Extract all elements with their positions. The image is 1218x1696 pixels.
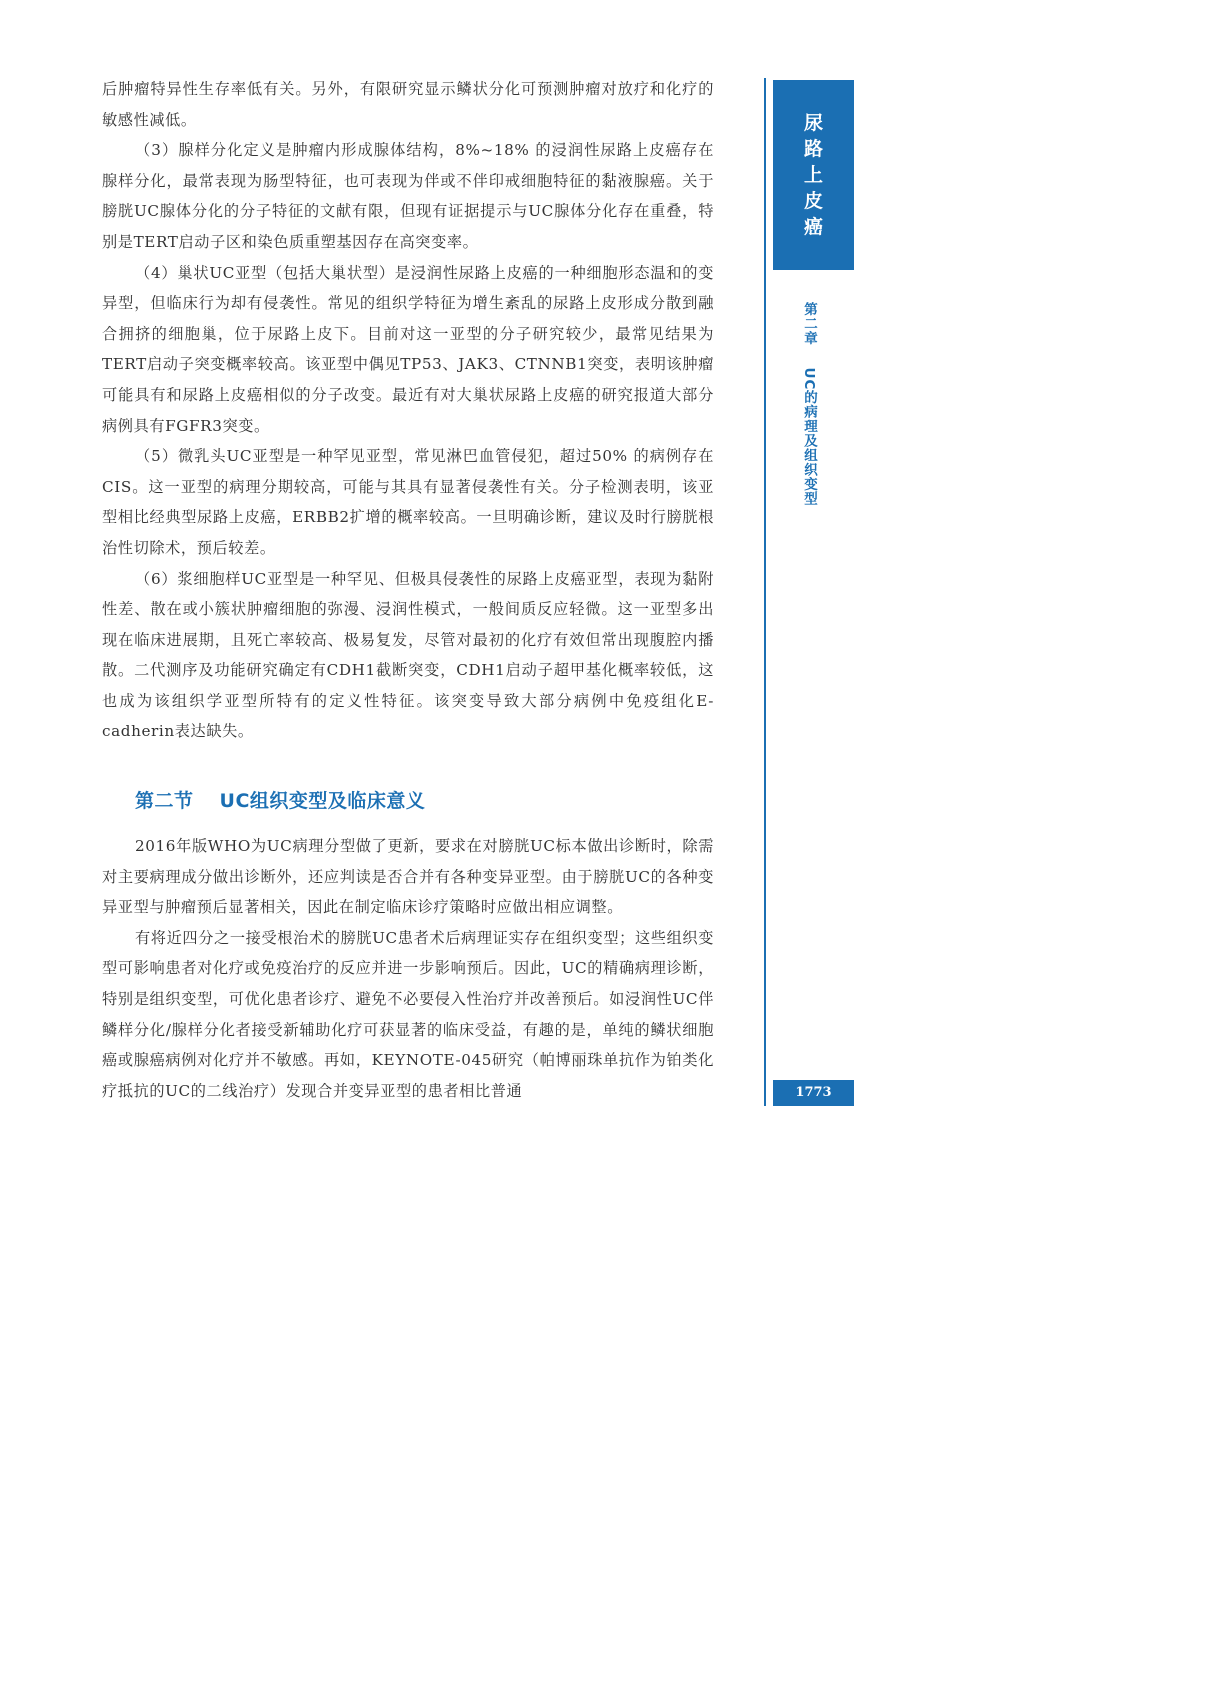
book-title-char: 上 [803, 164, 823, 186]
chapter-label: 第二章 [801, 302, 817, 346]
book-title-char: 路 [803, 138, 823, 160]
paragraph: 2016年版WHO为UC病理分型做了更新，要求在对膀胱UC标本做出诊断时，除需对主要病理成分做出诊断外，还应判读是否合并有各种变异亚型。由于膀胱UC的各种变异亚型与肿瘤预后显著相关，因此在制定临床诊疗策略时应做出相应调整。 [102, 837, 714, 917]
book-title-box [773, 80, 854, 270]
page-number: 1773 [773, 1080, 854, 1106]
paragraph: （5）微乳头UC亚型是一种罕见亚型，常见淋巴血管侵犯，超过50% 的病例存在CIS。这一亚型的病理分期较高，可能与其具有显著侵袭性有关。分子检测表明，该亚型相比经典型尿路上皮癌，ERBB2扩增的概率较高。一旦明确诊断，建议及时行膀胱根治性切除术，预后较差。 [102, 447, 714, 557]
book-title-char: 癌 [803, 216, 823, 238]
paragraph: （4）巢状UC亚型（包括大巢状型）是浸润性尿路上皮癌的一种细胞形态温和的变异型，但临床行为却有侵袭性。常见的组织学特征为增生紊乱的尿路上皮形成分散到融合拥挤的细胞巢，位于尿路上皮下。目前对这一亚型的分子研究较少，最常见结果为TERT启动子突变概率较高。该亚型中偶见TP53、JAK3、CTNNB1突变，表明该肿瘤可能具有和尿路上皮癌相似的分子改变。最近有对大巢状尿路上皮癌的研究报道大部分病例具有FGFR3突变。 [102, 263, 714, 435]
paragraph: 有将近四分之一接受根治术的膀胱UC患者术后病理证实存在组织变型；这些组织变型可影响患者对化疗或免疫治疗的反应并进一步影响预后。因此，UC的精确病理诊断，特别是组织变型，可优化患者诊疗、避免不必要侵入性治疗并改善预后。如浸润性UC伴鳞样分化/腺样分化者接受新辅助化疗可获显著的临床受益，有趣的是，单纯的鳞状细胞癌或腺癌病例对化疗并不敏感。再如，KEYNOTE-045研究（帕博丽珠单抗作为铂类化疗抵抗的UC的二线治疗）发现合并变异亚型的患者相比普通 [102, 928, 714, 1100]
paragraph: （3）腺样分化定义是肿瘤内形成腺体结构，8%~18% 的浸润性尿路上皮癌存在腺样分化，最常表现为肠型特征，也可表现为伴或不伴印戒细胞特征的黏液腺癌。关于膀胱UC腺体分化的分子特征的文献有限，但现有证据提示与UC腺体分化存在重叠，特别是TERT启动子区和染色质重塑基因存在高突变率。 [102, 141, 714, 251]
chapter-running-head [797, 302, 821, 506]
book-title-char: 尿 [803, 112, 823, 134]
paragraph: （6）浆细胞样UC亚型是一种罕见、但极具侵袭性的尿路上皮癌亚型，表现为黏附性差、散在或小簇状肿瘤细胞的弥漫、浸润性模式，一般间质反应轻微。这一亚型多出现在临床进展期，且死亡率较高、极易复发，尽管对最初的化疗有效但常出现腹腔内播散。二代测序及功能研究确定有CDH1截断突变，CDH1启动子超甲基化概率较低，这也成为该组织学亚型所特有的定义性特征。该突变导致大部分病例中免疫组化E-cadherin表达缺失。 [102, 569, 714, 741]
main-text-column [102, 74, 714, 1106]
section-heading [135, 785, 714, 817]
sidebar-divider [764, 78, 766, 1106]
section-title: UC组织变型及临床意义 [219, 790, 426, 813]
chapter-title: UC的病理及组织变型 [801, 367, 817, 507]
section-number: 第二节 [135, 790, 194, 813]
paragraph: 后肿瘤特异性生存率低有关。另外，有限研究显示鳞状分化可预测肿瘤对放疗和化疗的敏感性减低。 [102, 80, 714, 129]
book-title-char: 皮 [803, 190, 823, 212]
